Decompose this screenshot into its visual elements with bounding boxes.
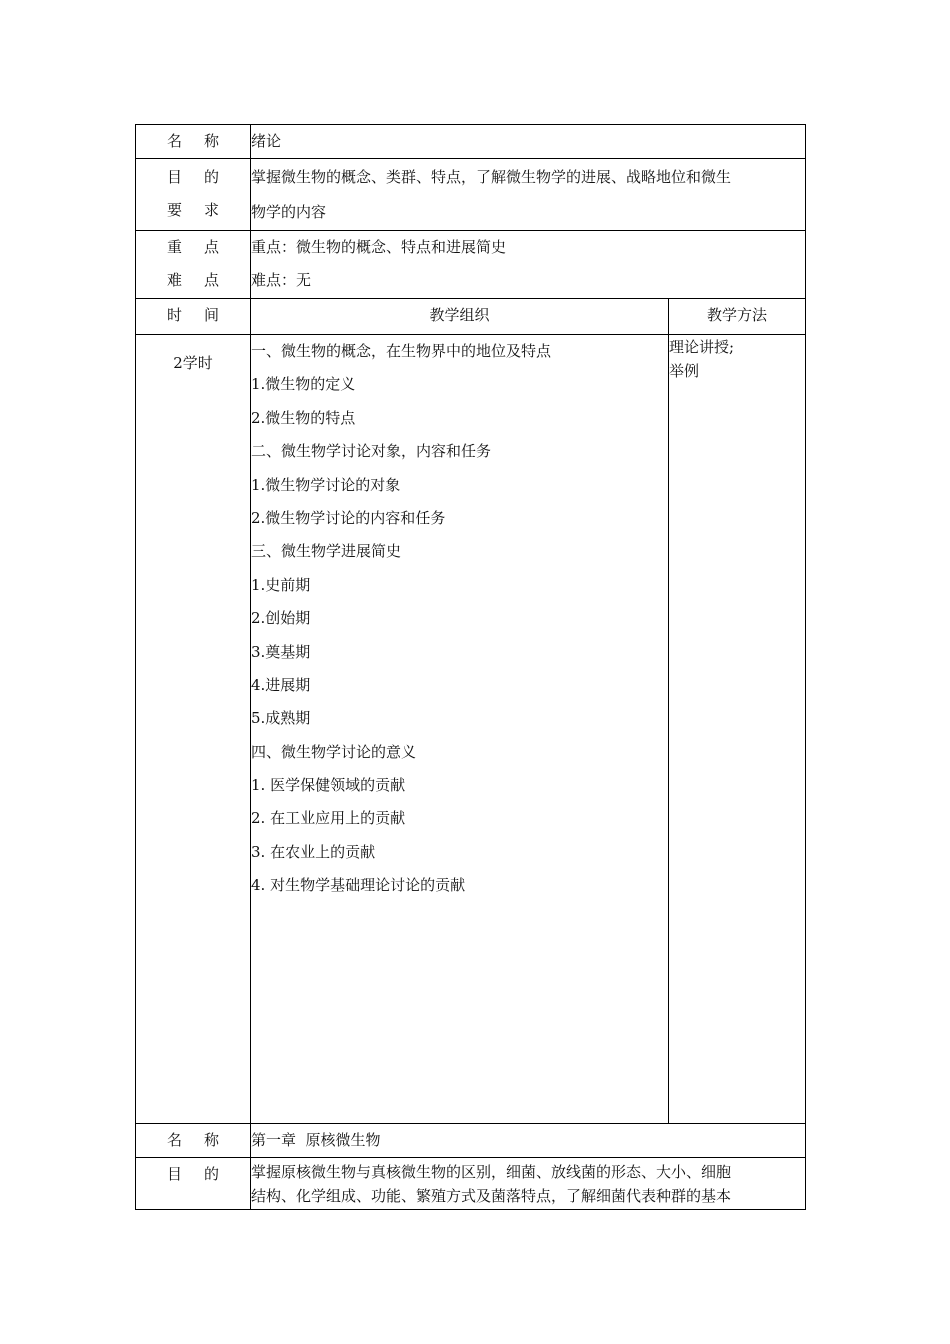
key-label-1: 重 点	[166, 238, 220, 256]
outline-item: 4. 对生物学基础理论讨论的贡献	[251, 876, 466, 895]
outline-item: 三、微生物学进展简史	[251, 542, 402, 561]
name-value-cell-2	[251, 1124, 806, 1158]
difficulty: 难点：无	[251, 271, 312, 289]
goal-text-cell	[251, 159, 806, 231]
method-line-1: 理论讲授;	[669, 338, 735, 356]
chapter-title: 第一章 原核微生物	[251, 1131, 381, 1149]
org-header-cell	[251, 299, 669, 335]
goal-label-cell	[136, 159, 251, 231]
time-header: 时 间	[166, 306, 220, 324]
outline-item: 二、微生物学讨论对象，内容和任务	[251, 442, 492, 461]
method-header: 教学方法	[707, 306, 768, 324]
outline-item: 4.进展期	[251, 675, 311, 694]
outline-item: 2.微生物的特点	[251, 408, 356, 427]
name-value-cell	[251, 125, 806, 159]
method-cell	[669, 335, 806, 1124]
outline-item: 2. 在工业应用上的贡献	[251, 809, 406, 828]
row-goal	[136, 159, 806, 231]
hours-cell	[136, 335, 251, 1124]
outline-list	[251, 335, 668, 903]
outline-item: 2.创始期	[251, 609, 311, 628]
outline-item: 2.微生物学讨论的内容和任务	[251, 508, 446, 527]
key-label-2: 难 点	[166, 271, 220, 289]
course-title: 绪论	[251, 132, 282, 150]
name-label-2: 名 称	[166, 1131, 220, 1149]
outline-cell	[251, 335, 669, 1124]
outline-item: 3. 在农业上的贡献	[251, 842, 376, 861]
goal-text-line-2: 物学的内容	[251, 203, 327, 221]
outline-item: 5.成熟期	[251, 709, 311, 728]
outline-item: 1. 医学保健领域的贡献	[251, 776, 406, 795]
method-line-2: 举例	[669, 362, 700, 380]
org-header: 教学组织	[429, 306, 490, 324]
name-label-cell-2	[136, 1124, 251, 1158]
row-name	[136, 125, 806, 159]
goal-text-cell-2	[251, 1158, 806, 1210]
outline-item: 3.奠基期	[251, 642, 311, 661]
row-header	[136, 299, 806, 335]
row-keypoints	[136, 231, 806, 299]
method-header-cell	[669, 299, 806, 335]
hours: 2学时	[173, 354, 213, 372]
key-label-cell	[136, 231, 251, 299]
key-text-cell	[251, 231, 806, 299]
goal-label-2: 要 求	[166, 201, 220, 219]
outline-item: 四、微生物学讨论的意义	[251, 742, 417, 761]
outline-item: 1.微生物学讨论的对象	[251, 475, 401, 494]
row-goal-2	[136, 1158, 806, 1210]
row-content	[136, 335, 806, 1124]
outline-item: 一、微生物的概念，在生物界中的地位及特点	[251, 342, 552, 360]
name-label: 名 称	[166, 132, 220, 150]
row-name-2	[136, 1124, 806, 1158]
outline-item: 1.微生物的定义	[251, 375, 356, 394]
goal-label-1: 目 的	[166, 168, 220, 186]
outline-item: 1.史前期	[251, 575, 311, 594]
key-point: 重点：微生物的概念、特点和进展简史	[251, 238, 507, 256]
goal2-text-line-1: 掌握原核微生物与真核微生物的区别，细菌、放线菌的形态、大小、细胞	[251, 1163, 732, 1181]
goal-label-cell-2	[136, 1158, 251, 1210]
time-header-cell	[136, 299, 251, 335]
goal-label-2b: 目 的	[166, 1165, 220, 1183]
lesson-plan-table	[135, 124, 806, 1210]
name-label-cell	[136, 125, 251, 159]
goal2-text-line-2: 结构、化学组成、功能、繁殖方式及菌落特点，了解细菌代表种群的基本	[251, 1187, 732, 1205]
goal-text-line-1: 掌握微生物的概念、类群、特点，了解微生物学的进展、战略地位和微生	[251, 168, 732, 186]
